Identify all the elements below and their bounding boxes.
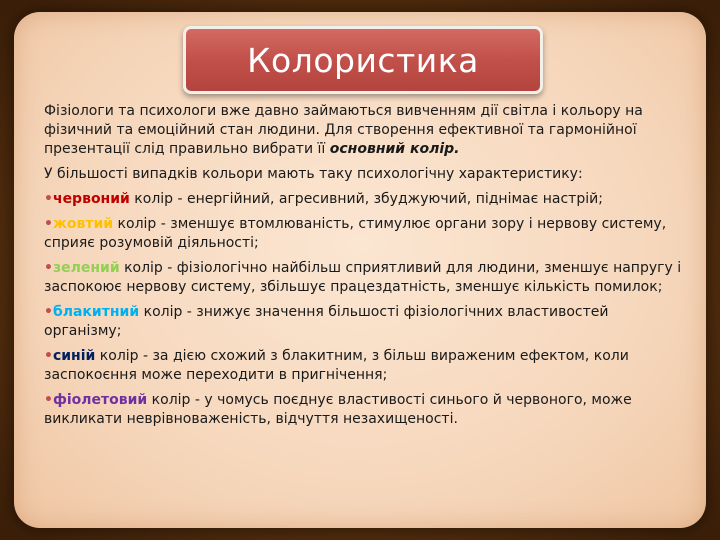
bullet-icon: • [44, 260, 53, 276]
item-text: колір - за дією схожий з блакитним, з більш вираженим ефектом, коли заспокоєння може переходити в пригнічення; [44, 348, 629, 383]
color-word-red: червоний [52, 191, 130, 207]
bullet-icon: • [44, 348, 53, 364]
item-text: колір - енергійний, агресивний, збуджуючий, піднімає настрій; [129, 191, 603, 207]
color-word-yellow: жовтий [52, 216, 114, 232]
lead-paragraph: У більшості випадків кольори мають таку психологічну характеристику: [44, 166, 583, 182]
bullet-icon: • [44, 191, 53, 207]
color-word-blue: синій [52, 348, 96, 364]
bullet-icon: • [44, 392, 53, 408]
list-item [44, 303, 684, 341]
slide-title: Колористика [247, 40, 479, 80]
list-item [44, 391, 684, 429]
intro-text: Фізіологи та психологи вже давно займаються вивченням дії світла і кольору на фізичний та емоційний стан людини. Для створення ефективної та гармонійної презентації слід правильно вибрати її [44, 103, 643, 157]
color-word-lightblue: блакитний [52, 304, 140, 320]
list-item [44, 347, 684, 385]
intro-paragraph [44, 102, 684, 159]
color-word-green: зелений [52, 260, 120, 276]
bullet-icon: • [44, 216, 53, 232]
list-item [44, 190, 684, 209]
item-text: колір - у чомусь поєднує властивості синього й червоного, може викликати неврівноваженість, відчуття незахищеності. [44, 392, 632, 427]
list-item [44, 259, 684, 297]
bullet-icon: • [44, 304, 53, 320]
list-item [44, 215, 684, 253]
color-word-violet: фіолетовий [52, 392, 148, 408]
item-text: колір - зменшує втомлюваність, стимулює органи зору і нервову систему, сприяє розумовій діяльності; [44, 216, 667, 251]
item-text: колір - фізіологічно найбільш сприятливий для людини, зменшує напругу і заспокоює нервову систему, збільшує працездатність, зменшує кількість помилок; [44, 260, 682, 295]
item-text: колір - знижує значення більшості фізіологічних властивостей організму; [44, 304, 609, 339]
slide-body [44, 102, 684, 435]
key-term: основний колір. [329, 141, 460, 157]
title-banner [183, 26, 543, 94]
